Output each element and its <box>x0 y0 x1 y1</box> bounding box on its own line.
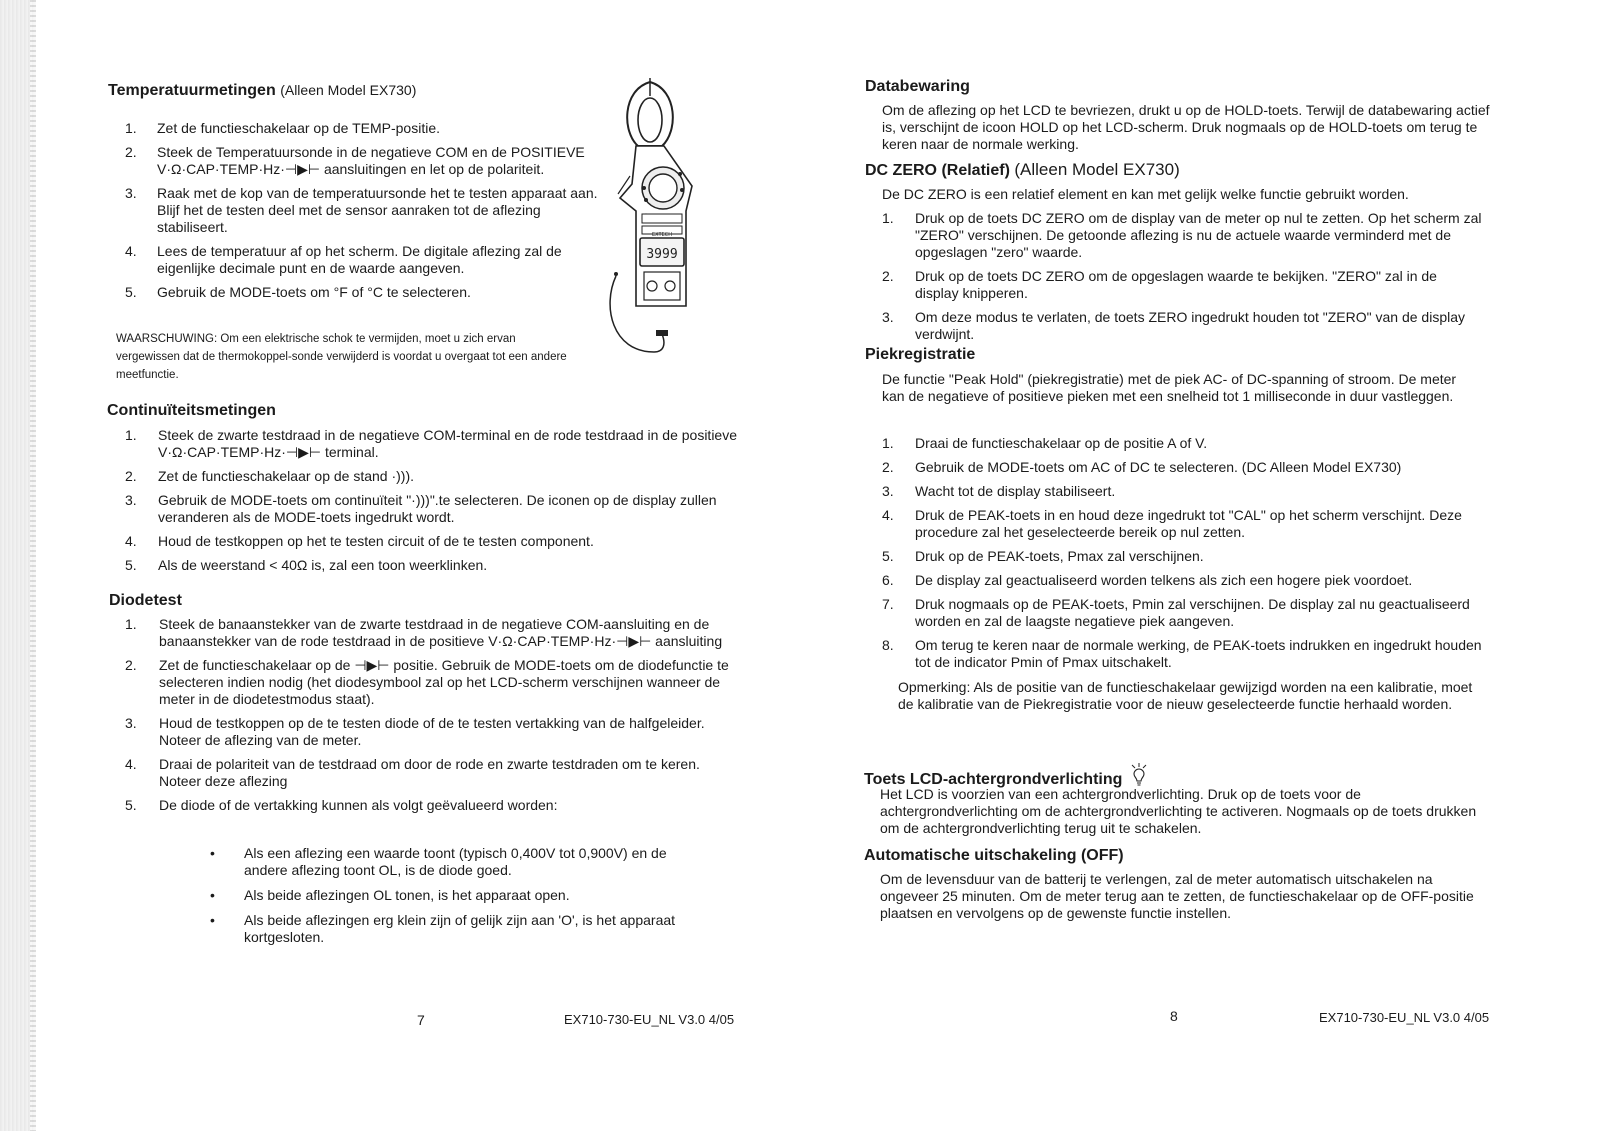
list-item: 1. Draai de functieschakelaar op de positie A of V. <box>882 435 1208 451</box>
list-item: 1. Steek de banaanstekker van de zwarte testdraad in de negatieve COM-aansluiting en de banaanstekker van de rode testdraad in de positieve V·Ω·CAP·TEMP·Hz·⊣▶⊢ aansluiting <box>125 616 723 649</box>
meter-display-reading: 3999 <box>646 247 678 262</box>
list-item: 3. Houd de testkoppen op de te testen diode of de te testen vertakking van de halfgeleider. Noteer de aflezing van de meter. <box>125 715 705 748</box>
peak-intro: De functie "Peak Hold" (piekregistratie) met de piek AC- of DC-spanning of stroom. De meter kan de negatieve of positieve pieken met een snelheid tot 1 milliseconde in duur vastleggen. <box>882 371 1457 404</box>
section-title-peak: Piekregistratie <box>865 346 976 363</box>
list-item: 1. Zet de functieschakelaar op de TEMP-positie. <box>125 120 441 136</box>
page-number: 8 <box>1170 1008 1178 1024</box>
list-item: 7. Druk nogmaals op de PEAK-toets, Pmin zal verschijnen. De display zal nu geactualiseerd worden en zal de laagste negatieve piek aangeven. <box>882 596 1470 629</box>
list-item: 2. Steek de Temperatuursonde in de negatieve COM en de POSITIEVE V·Ω·CAP·TEMP·Hz·⊣▶⊢ aansluitingen en let op de polariteit. <box>125 144 585 177</box>
page-8 <box>800 0 1600 1131</box>
list-item: 2. Gebruik de MODE-toets om AC of DC te selecteren. (DC Alleen Model EX730) <box>882 459 1402 475</box>
list-item: 3. Gebruik de MODE-toets om continuïteit "·)))".te selecteren. De iconen op de display zullen veranderen als de MODE-toets ingedrukt wordt. <box>125 492 717 525</box>
section-title-dc-zero: DC ZERO (Relatief) (Alleen Model EX730) <box>865 160 1180 179</box>
warning-text: WAARSCHUWING: Om een elektrische schok te vermijden, moet u zich ervan vergewissen dat de thermokoppel-sonde verwijderd is voordat u overgaat tot een andere meetfunctie. <box>116 333 567 381</box>
document-code: EX710-730-EU_NL V3.0 4/05 <box>564 1012 735 1027</box>
dc-zero-steps <box>882 210 1482 350</box>
continuity-steps <box>125 427 737 581</box>
document-code: EX710-730-EU_NL V3.0 4/05 <box>1319 1010 1490 1025</box>
section-title-temperature: Temperatuurmetingen (Alleen Model EX730) <box>108 82 417 99</box>
auto-off-text: Om de levensduur van de batterij te verlengen, zal de meter automatisch uitschakelen na ongeveer 25 minuten. Om de meter terug aan te zetten, de functieschakelaar op de OFF-positie plaatsen en vervolgens op de gewenste functie instellen. <box>880 871 1474 921</box>
list-item: 5. De diode of de vertakking kunnen als volgt geëvalueerd worden: <box>125 797 558 813</box>
section-title-backlight: Toets LCD-achtergrondverlichting <box>864 762 1149 789</box>
peak-remark: Opmerking: Als de positie van de functieschakelaar gewijzigd worden na een kalibratie, moet de kalibratie van de Piekregistratie voor de nieuw geselecteerde functie herhaald worden. <box>898 679 1473 712</box>
page-number: 7 <box>417 1012 425 1028</box>
list-item: 1. Druk op de toets DC ZERO om de display van de meter op nul te zetten. Op het scherm zal "ZERO" verschijnen. De getoonde aflezing is nu de actuele waarde verminderd met de opgeslagen "zero" waarde. <box>882 210 1482 260</box>
list-item: 4. Houd de testkoppen op het te testen circuit of de te testen component. <box>125 533 594 549</box>
section-title-data-hold: Databewaring <box>865 78 970 95</box>
list-item: 2. Zet de functieschakelaar op de ⊣▶⊢ positie. Gebruik de MODE-toets om de diodefunctie te selecteren indien nodig (het diodesymbool zal op het LCD-scherm verschijnen wanneer de meter in de diodetestmodus staat). <box>125 657 729 707</box>
list-item: 1. Steek de zwarte testdraad in de negatieve COM-terminal en de rode testdraad in de positieve V·Ω·CAP·TEMP·Hz·⊣▶⊢ terminal. <box>125 427 737 460</box>
diode-evaluation-bullets <box>210 845 710 954</box>
temperature-steps <box>125 120 605 308</box>
peak-steps <box>882 435 1482 678</box>
list-item: 4. Druk de PEAK-toets in en houd deze ingedrukt tot "CAL" op het scherm verschijnt. Deze procedure zal het geselecteerde bereik op nul zetten. <box>882 507 1462 540</box>
list-item: 5. Druk op de PEAK-toets, Pmax zal verschijnen. <box>882 548 1204 564</box>
list-item: 3. Om deze modus te verlaten, de toets ZERO ingedrukt houden tot "ZERO" van de display verdwijnt. <box>882 309 1465 342</box>
dc-zero-intro: De DC ZERO is een relatief element en kan met gelijk welke functie gebruikt worden. <box>882 186 1409 202</box>
backlight-text: Het LCD is voorzien van een achtergrondverlichting. Druk op de toets voor de achtergrondverlichting om de achtergrondverlichting te activeren. Nogmaals op de toets drukken om de achtergrondverlichting terug uit te schakelen. <box>880 786 1477 836</box>
list-item: 6. De display zal geactualiseerd worden telkens als zich een hogere piek voordoet. <box>882 572 1413 588</box>
list-item: • Als beide aflezingen OL tonen, is het apparaat open. <box>210 887 570 903</box>
list-item: • Als beide aflezingen erg klein zijn of gelijk zijn aan 'O', is het apparaat kortgesloten. <box>210 912 676 945</box>
list-item: 4. Draai de polariteit van de testdraad om door de rode en zwarte testdraden om te keren. Noteer deze aflezing <box>125 756 700 789</box>
lightbulb-icon <box>1129 762 1149 788</box>
section-title-continuity: Continuïteitsmetingen <box>107 402 276 419</box>
list-item: 3. Wacht tot de display stabiliseert. <box>882 483 1116 499</box>
diode-steps <box>125 616 737 821</box>
list-item: • Als een aflezing een waarde toont (typisch 0,400V tot 0,900V) en de andere aflezing toont OL, is de diode goed. <box>210 845 667 878</box>
data-hold-text: Om de aflezing op het LCD te bevriezen, drukt u op de HOLD-toets. Terwijl de databewaring actief is, verschijnt de icoon HOLD op het LCD-scherm. Druk nogmaals op de HOLD-toets om terug te keren naar de normale werking. <box>882 102 1490 152</box>
list-item: 5. Gebruik de MODE-toets om °F of °C te selecteren. <box>125 284 471 300</box>
list-item: 5. Als de weerstand < 40Ω is, zal een toon weerklinken. <box>125 557 488 573</box>
meter-brand: EXTECH <box>652 232 672 238</box>
section-title-auto-off: Automatische uitschakeling (OFF) <box>864 847 1124 864</box>
section-title-diode: Diodetest <box>109 592 182 609</box>
list-item: 2. Druk op de toets DC ZERO om de opgeslagen waarde te bekijken. "ZERO" zal in de display knipperen. <box>882 268 1437 301</box>
clamp-meter-illustration <box>600 76 700 366</box>
list-item: 2. Zet de functieschakelaar op de stand ·))). <box>125 468 415 484</box>
list-item: 8. Om terug te keren naar de normale werking, de PEAK-toets indrukken en ingedrukt houden tot de indicator Pmin of Pmax uitschakelt. <box>882 637 1482 670</box>
list-item: 3. Raak met de kop van de temperatuursonde het te testen apparaat aan. Blijf het de testen deel met de sensor aanraken tot de aflezing stabiliseert. <box>125 185 598 235</box>
list-item: 4. Lees de temperatuur af op het scherm. De digitale aflezing zal de eigenlijke decimale punt en de waarde aangeven. <box>125 243 562 276</box>
